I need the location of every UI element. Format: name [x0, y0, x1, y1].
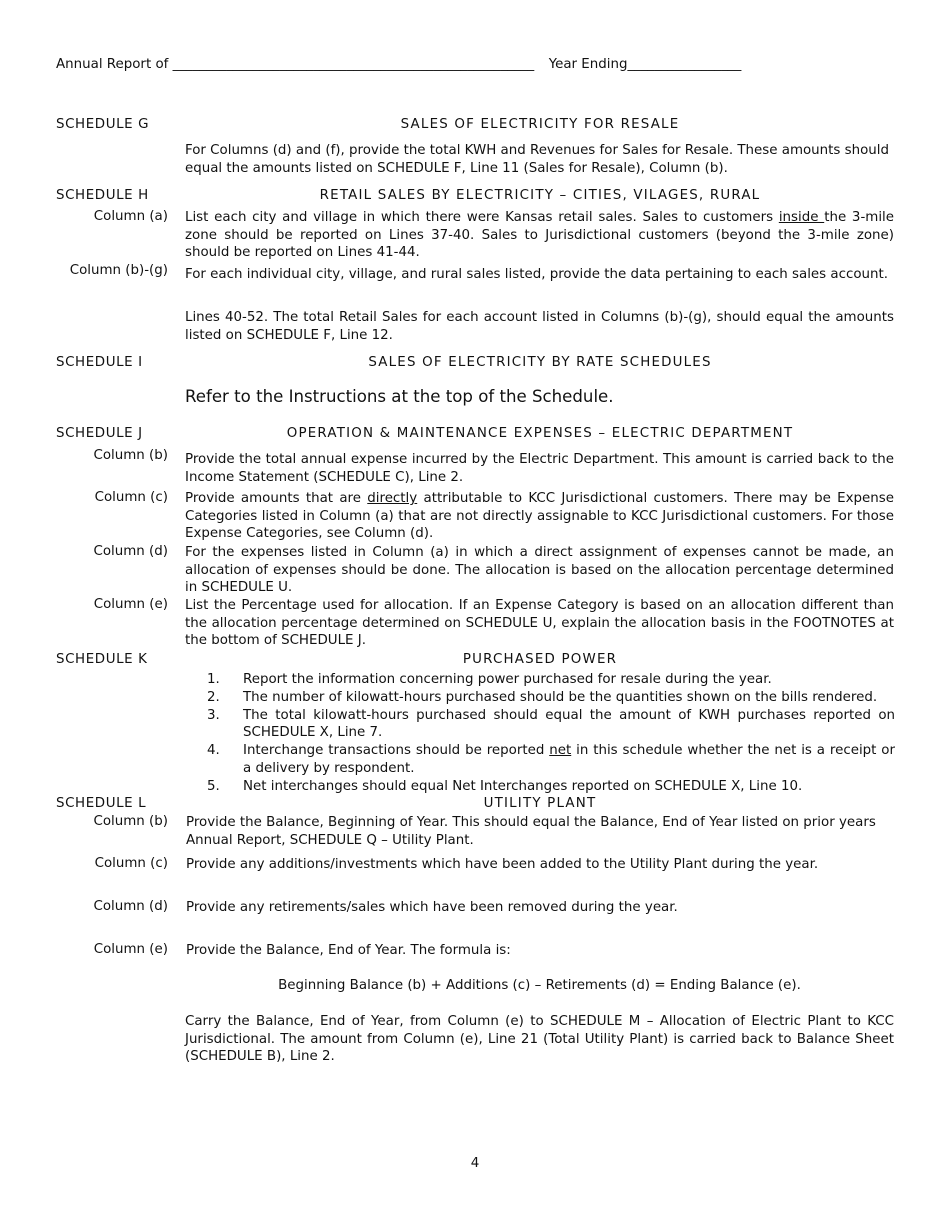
page-number: 4 — [470, 1156, 480, 1171]
schedule-h-col-bg-label: Column (b)-(g) — [69, 263, 168, 278]
list-item: 3. The total kilowatt-hours purchased should equal the amount of KWH purchases reported on SCHEDULE X, Line 7. — [207, 707, 895, 741]
schedule-h-col-a-label: Column (a) — [93, 209, 168, 224]
schedule-j-col-d-text: For the expenses listed in Column (a) in which a direct assignment of expenses cannot be made, an allocation of expenses should be done. The allocation is based on the allocation percentage determined in SCHEDULE U. — [185, 545, 894, 595]
schedule-j-col-d-label: Column (d) — [93, 544, 168, 559]
schedule-h-col-bg-text: For each individual city, village, and rural sales listed, provide the data pertaining to each sales account. — [185, 267, 888, 282]
annual-report-label: Annual Report of — [56, 57, 169, 72]
schedule-j-col-e-label: Column (e) — [93, 597, 168, 612]
schedule-j-title: OPERATION & MAINTENANCE EXPENSES – ELECTRIC DEPARTMENT — [286, 426, 794, 441]
net-underline: net — [549, 743, 572, 759]
report-header — [56, 57, 741, 72]
schedule-l-col-b-text: Provide the Balance, Beginning of Year. This should equal the Balance, End of Year listed on prior years Annual Report, SCHEDULE Q – Utility Plant. — [186, 815, 876, 848]
list-item: 4. Interchange transactions should be reported net in this schedule whether the net is a receipt or a delivery by respondent. — [207, 743, 895, 776]
schedule-h-label: SCHEDULE H — [56, 188, 149, 203]
schedule-i-text: Refer to the Instructions at the top of the Schedule. — [185, 387, 614, 406]
schedule-l-title: UTILITY PLANT — [483, 796, 597, 811]
list-item: 5. Net interchanges should equal Net Interchanges reported on SCHEDULE X, Line 10. — [207, 778, 803, 794]
schedule-j-col-e-text: List the Percentage used for allocation. If an Expense Category is based on an allocation different than the allocation percentage determined on SCHEDULE U, explain the allocation basis in the FOOTNOTES at the bottom of SCHEDULE J. — [185, 598, 894, 648]
directly-underline: directly — [367, 491, 418, 506]
schedule-j-col-c-text: Provide amounts that are directly attributable to KCC Jurisdictional customers. There may be Expense Categories listed in Column (a) that are not directly assignable to KCC Jurisdictional customers. For those Expense Categories, see Column (d). — [185, 491, 894, 541]
list-item: 1. Report the information concerning power purchased for resale during the year. — [207, 672, 772, 687]
schedule-j-col-c-label: Column (c) — [94, 490, 168, 505]
schedule-l-col-c-label: Column (c) — [94, 856, 168, 871]
schedule-g-title: SALES OF ELECTRICITY FOR RESALE — [400, 117, 680, 132]
list-item: 2. The number of kilowatt-hours purchased should be the quantities shown on the bills rendered. — [207, 689, 878, 705]
schedule-i-label: SCHEDULE I — [56, 355, 143, 370]
purchased-power-list — [207, 671, 895, 796]
schedule-g-label: SCHEDULE G — [56, 117, 150, 132]
schedule-k-title: PURCHASED POWER — [462, 652, 618, 667]
schedule-k-label: SCHEDULE K — [56, 652, 148, 667]
schedule-l-col-e-label: Column (e) — [93, 942, 168, 957]
schedule-l-col-e-text: Provide the Balance, End of Year. The formula is: — [186, 943, 511, 958]
schedule-h-title: RETAIL SALES BY ELECTRICITY – CITIES, VILAGES, RURAL — [319, 188, 761, 203]
ending-balance-formula: Beginning Balance (b) + Additions (c) – Retirements (d) = Ending Balance (e). — [278, 978, 801, 993]
schedule-h-col-a-text: List each city and village in which there were Kansas retail sales. Sales to customers inside the 3-mile zone should be reported on Lines 37-40. Sales to Jurisdictional customers (beyond the 3-mile zone) should be reported on Lines 41-44. — [185, 210, 894, 260]
schedule-l-col-d-label: Column (d) — [93, 899, 168, 914]
schedule-h-lines-text: Lines 40-52. The total Retail Sales for each account listed in Columns (b)-(g), should equal the amounts listed on SCHEDULE F, Line 12. — [185, 310, 894, 343]
inside-underline: inside — [778, 210, 825, 225]
year-ending-blank: _________________ — [627, 57, 742, 72]
schedule-j-col-b-text: Provide the total annual expense incurred by the Electric Department. This amount is carried back to the Income Statement (SCHEDULE C), Line 2. — [185, 452, 894, 485]
schedule-l-col-b-label: Column (b) — [93, 814, 168, 829]
schedule-l-label: SCHEDULE L — [56, 796, 147, 811]
annual-report-blank: ______________________________________________________ — [172, 57, 535, 72]
schedule-l-col-c-text: Provide any additions/investments which have been added to the Utility Plant during the year. — [186, 857, 819, 872]
year-ending-label: Year Ending — [548, 57, 628, 72]
schedule-j-col-b-label: Column (b) — [93, 448, 168, 463]
schedule-j-label: SCHEDULE J — [56, 426, 143, 441]
schedule-i-title: SALES OF ELECTRICITY BY RATE SCHEDULES — [368, 355, 712, 370]
schedule-l-col-d-text: Provide any retirements/sales which have been removed during the year. — [186, 900, 678, 915]
schedule-l-carry-text: Carry the Balance, End of Year, from Column (e) to SCHEDULE M – Allocation of Electric Plant to KCC Jurisdictional. The amount from Column (e), Line 21 (Total Utility Plant) is carried back to Balance Sheet (SCHEDULE B), Line 2. — [185, 1014, 894, 1064]
schedule-g-text: For Columns (d) and (f), provide the total KWH and Revenues for Sales for Resale. These amounts should equal the amounts listed on SCHEDULE F, Line 11 (Sales for Resale), Column (b). — [185, 143, 890, 176]
